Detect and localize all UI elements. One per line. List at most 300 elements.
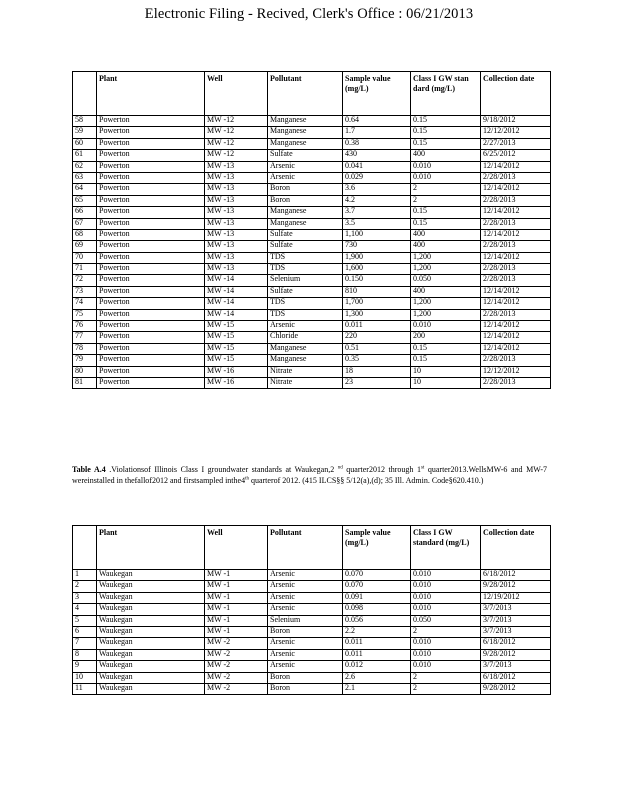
cell-well: MW -14 (205, 275, 268, 286)
cell-row-index: 69 (73, 241, 97, 252)
table-row (73, 161, 551, 172)
table-row (73, 661, 551, 672)
cell-plant: Powerton (97, 298, 205, 309)
cell-plant: Waukegan (97, 649, 205, 660)
caption-text-3: quarter2013.WellsMW-6 and MW-7 wereinstalled in thefallof2012 and firstsampled inthe4 (72, 465, 547, 485)
column-header-well: Well (205, 526, 268, 570)
cell-pollutant: Sulfate (268, 150, 343, 161)
cell-pollutant: TDS (268, 252, 343, 263)
waukegan-violations-table (72, 525, 551, 695)
cell-row-index: 67 (73, 218, 97, 229)
cell-pollutant: Boron (268, 683, 343, 694)
cell-well: MW -1 (205, 592, 268, 603)
cell-sample-value: 3.6 (343, 184, 411, 195)
column-header-collection-date: Collection date (481, 526, 551, 570)
cell-plant: Powerton (97, 321, 205, 332)
cell-standard: 0.15 (411, 138, 481, 149)
table-row (73, 332, 551, 343)
cell-plant: Powerton (97, 172, 205, 183)
cell-row-index: 74 (73, 298, 97, 309)
cell-collection-date: 2/28/2013 (481, 275, 551, 286)
cell-collection-date: 6/25/2012 (481, 150, 551, 161)
table-row (73, 207, 551, 218)
table-row (73, 321, 551, 332)
cell-well: MW -13 (205, 229, 268, 240)
cell-row-index: 4 (73, 604, 97, 615)
table-header-row (73, 72, 551, 116)
cell-pollutant: Manganese (268, 116, 343, 127)
cell-well: MW -13 (205, 207, 268, 218)
column-header-index (73, 526, 97, 570)
caption-text-1: .Violationsof Illinois Class I groundwater standards at Waukegan,2 (105, 465, 338, 474)
table-row (73, 229, 551, 240)
cell-collection-date: 2/28/2013 (481, 241, 551, 252)
cell-sample-value: 0.098 (343, 604, 411, 615)
cell-standard: 0.010 (411, 172, 481, 183)
table-row (73, 683, 551, 694)
cell-collection-date: 9/28/2012 (481, 683, 551, 694)
cell-pollutant: Sulfate (268, 241, 343, 252)
cell-pollutant: Manganese (268, 127, 343, 138)
table-row (73, 366, 551, 377)
cell-plant: Powerton (97, 241, 205, 252)
column-header-pollutant: Pollutant (268, 72, 343, 116)
cell-pollutant: Nitrate (268, 377, 343, 388)
cell-pollutant: Arsenic (268, 592, 343, 603)
table-row (73, 570, 551, 581)
cell-row-index: 1 (73, 570, 97, 581)
cell-collection-date: 2/28/2013 (481, 218, 551, 229)
table-row (73, 172, 551, 183)
cell-pollutant: Arsenic (268, 661, 343, 672)
cell-sample-value: 18 (343, 366, 411, 377)
cell-row-index: 66 (73, 207, 97, 218)
cell-sample-value: 730 (343, 241, 411, 252)
cell-sample-value: 430 (343, 150, 411, 161)
cell-standard: 1,200 (411, 264, 481, 275)
cell-plant: Powerton (97, 116, 205, 127)
cell-collection-date: 12/14/2012 (481, 229, 551, 240)
cell-well: MW -1 (205, 570, 268, 581)
cell-well: MW -16 (205, 366, 268, 377)
cell-sample-value: 1,600 (343, 264, 411, 275)
cell-sample-value: 4.2 (343, 195, 411, 206)
caption-text-4: quarterof 2012. (415 ILCS§§ 5/12(a),(d); 35 Ill. Admin. Code§620.410.) (248, 475, 484, 485)
cell-collection-date: 12/14/2012 (481, 252, 551, 263)
cell-plant: Powerton (97, 309, 205, 320)
cell-plant: Powerton (97, 195, 205, 206)
cell-row-index: 61 (73, 150, 97, 161)
cell-standard: 0.050 (411, 615, 481, 626)
cell-row-index: 79 (73, 355, 97, 366)
cell-sample-value: 0.150 (343, 275, 411, 286)
cell-standard: 0.15 (411, 343, 481, 354)
cell-sample-value: 1,900 (343, 252, 411, 263)
table-header-row (73, 526, 551, 570)
cell-pollutant: Selenium (268, 275, 343, 286)
cell-standard: 0.15 (411, 355, 481, 366)
cell-standard: 0.010 (411, 161, 481, 172)
cell-plant: Powerton (97, 207, 205, 218)
cell-row-index: 81 (73, 377, 97, 388)
cell-sample-value: 3.7 (343, 207, 411, 218)
cell-well: MW -13 (205, 252, 268, 263)
cell-collection-date: 12/14/2012 (481, 343, 551, 354)
cell-collection-date: 2/27/2013 (481, 138, 551, 149)
column-header-plant: Plant (97, 72, 205, 116)
cell-collection-date: 3/7/2013 (481, 626, 551, 637)
column-header-sample-value: Sample value (mg/L) (343, 72, 411, 116)
cell-sample-value: 0.056 (343, 615, 411, 626)
cell-plant: Waukegan (97, 638, 205, 649)
table-row (73, 138, 551, 149)
cell-row-index: 80 (73, 366, 97, 377)
cell-standard: 200 (411, 332, 481, 343)
cell-collection-date: 12/14/2012 (481, 184, 551, 195)
cell-collection-date: 2/28/2013 (481, 264, 551, 275)
column-header-index (73, 72, 97, 116)
cell-well: MW -1 (205, 581, 268, 592)
cell-sample-value: 0.38 (343, 138, 411, 149)
cell-row-index: 75 (73, 309, 97, 320)
cell-standard: 2 (411, 626, 481, 637)
cell-well: MW -12 (205, 150, 268, 161)
table-row (73, 309, 551, 320)
cell-standard: 2 (411, 672, 481, 683)
cell-well: MW -2 (205, 672, 268, 683)
cell-collection-date: 12/12/2012 (481, 127, 551, 138)
table-row (73, 626, 551, 637)
cell-standard: 0.010 (411, 661, 481, 672)
cell-plant: Powerton (97, 229, 205, 240)
cell-standard: 10 (411, 366, 481, 377)
cell-row-index: 62 (73, 161, 97, 172)
cell-well: MW -13 (205, 241, 268, 252)
cell-row-index: 60 (73, 138, 97, 149)
cell-pollutant: Arsenic (268, 570, 343, 581)
cell-collection-date: 3/7/2013 (481, 615, 551, 626)
cell-sample-value: 0.64 (343, 116, 411, 127)
cell-well: MW -1 (205, 604, 268, 615)
cell-standard: 2 (411, 683, 481, 694)
cell-plant: Powerton (97, 286, 205, 297)
caption-text-2: quarter2012 through 1 (342, 465, 421, 474)
cell-collection-date: 12/14/2012 (481, 207, 551, 218)
cell-row-index: 65 (73, 195, 97, 206)
cell-row-index: 71 (73, 264, 97, 275)
cell-row-index: 58 (73, 116, 97, 127)
table-row (73, 218, 551, 229)
cell-well: MW -14 (205, 309, 268, 320)
cell-pollutant: Manganese (268, 343, 343, 354)
cell-row-index: 72 (73, 275, 97, 286)
cell-sample-value: 0.011 (343, 321, 411, 332)
cell-pollutant: Boron (268, 184, 343, 195)
cell-pollutant: Boron (268, 672, 343, 683)
cell-plant: Powerton (97, 127, 205, 138)
cell-plant: Powerton (97, 218, 205, 229)
cell-standard: 400 (411, 150, 481, 161)
cell-standard: 0.15 (411, 127, 481, 138)
cell-sample-value: 2.6 (343, 672, 411, 683)
table-row (73, 241, 551, 252)
cell-collection-date: 2/28/2013 (481, 195, 551, 206)
table-row (73, 252, 551, 263)
cell-collection-date: 2/28/2013 (481, 377, 551, 388)
cell-pollutant: Arsenic (268, 604, 343, 615)
cell-row-index: 2 (73, 581, 97, 592)
table-row (73, 286, 551, 297)
cell-standard: 2 (411, 184, 481, 195)
cell-plant: Powerton (97, 332, 205, 343)
cell-plant: Powerton (97, 150, 205, 161)
cell-row-index: 59 (73, 127, 97, 138)
table-row (73, 592, 551, 603)
cell-row-index: 9 (73, 661, 97, 672)
cell-pollutant: TDS (268, 309, 343, 320)
cell-sample-value: 0.011 (343, 638, 411, 649)
cell-row-index: 5 (73, 615, 97, 626)
table-row (73, 150, 551, 161)
cell-row-index: 7 (73, 638, 97, 649)
cell-plant: Waukegan (97, 683, 205, 694)
cell-well: MW -12 (205, 116, 268, 127)
cell-sample-value: 0.070 (343, 581, 411, 592)
table-caption (72, 465, 547, 487)
cell-sample-value: 2.2 (343, 626, 411, 637)
cell-sample-value: 2.1 (343, 683, 411, 694)
cell-standard: 0.15 (411, 207, 481, 218)
cell-pollutant: Arsenic (268, 638, 343, 649)
cell-plant: Waukegan (97, 592, 205, 603)
cell-plant: Waukegan (97, 570, 205, 581)
cell-pollutant: Nitrate (268, 366, 343, 377)
cell-collection-date: 12/19/2012 (481, 592, 551, 603)
cell-standard: 400 (411, 241, 481, 252)
cell-well: MW -13 (205, 264, 268, 275)
cell-pollutant: Manganese (268, 138, 343, 149)
cell-pollutant: Sulfate (268, 286, 343, 297)
cell-plant: Powerton (97, 264, 205, 275)
cell-well: MW -14 (205, 298, 268, 309)
cell-plant: Waukegan (97, 661, 205, 672)
table-row (73, 116, 551, 127)
table-row (73, 298, 551, 309)
cell-collection-date: 3/7/2013 (481, 661, 551, 672)
cell-standard: 1,200 (411, 298, 481, 309)
cell-pollutant: Arsenic (268, 161, 343, 172)
cell-well: MW -13 (205, 172, 268, 183)
cell-plant: Powerton (97, 355, 205, 366)
cell-pollutant: TDS (268, 298, 343, 309)
cell-standard: 1,200 (411, 309, 481, 320)
table-row (73, 377, 551, 388)
caption-sup-3: th (245, 476, 249, 482)
cell-standard: 10 (411, 377, 481, 388)
cell-row-index: 3 (73, 592, 97, 603)
cell-standard: 0.15 (411, 218, 481, 229)
cell-collection-date: 6/18/2012 (481, 638, 551, 649)
cell-well: MW -15 (205, 332, 268, 343)
cell-well: MW -2 (205, 649, 268, 660)
table-row (73, 672, 551, 683)
cell-collection-date: 12/14/2012 (481, 286, 551, 297)
cell-standard: 0.010 (411, 570, 481, 581)
cell-sample-value: 0.091 (343, 592, 411, 603)
cell-pollutant: TDS (268, 264, 343, 275)
column-header-standard: Class I GW standard (mg/L) (411, 526, 481, 570)
cell-well: MW -2 (205, 661, 268, 672)
cell-standard: 2 (411, 195, 481, 206)
cell-sample-value: 220 (343, 332, 411, 343)
table-row (73, 184, 551, 195)
cell-plant: Powerton (97, 275, 205, 286)
cell-plant: Powerton (97, 377, 205, 388)
cell-well: MW -15 (205, 321, 268, 332)
cell-row-index: 76 (73, 321, 97, 332)
cell-collection-date: 12/14/2012 (481, 298, 551, 309)
cell-plant: Waukegan (97, 626, 205, 637)
cell-sample-value: 810 (343, 286, 411, 297)
table-row (73, 581, 551, 592)
cell-collection-date: 3/7/2013 (481, 604, 551, 615)
cell-standard: 0.010 (411, 638, 481, 649)
table-row (73, 604, 551, 615)
cell-plant: Powerton (97, 161, 205, 172)
cell-row-index: 70 (73, 252, 97, 263)
cell-row-index: 78 (73, 343, 97, 354)
cell-pollutant: Boron (268, 195, 343, 206)
cell-collection-date: 2/28/2013 (481, 309, 551, 320)
cell-well: MW -2 (205, 638, 268, 649)
caption-sup-2: st (420, 465, 425, 471)
column-header-plant: Plant (97, 526, 205, 570)
cell-row-index: 64 (73, 184, 97, 195)
cell-pollutant: Chloride (268, 332, 343, 343)
page-header: Electronic Filing - Recived, Clerk's Office : 06/21/2013 (144, 6, 474, 22)
cell-standard: 0.010 (411, 321, 481, 332)
cell-well: MW -1 (205, 626, 268, 637)
cell-standard: 0.15 (411, 116, 481, 127)
cell-standard: 400 (411, 229, 481, 240)
powerton-violations-table (72, 71, 551, 389)
table-row (73, 275, 551, 286)
cell-well: MW -14 (205, 286, 268, 297)
cell-well: MW -15 (205, 355, 268, 366)
cell-well: MW -16 (205, 377, 268, 388)
cell-standard: 0.010 (411, 592, 481, 603)
cell-standard: 0.010 (411, 604, 481, 615)
cell-row-index: 77 (73, 332, 97, 343)
cell-collection-date: 2/28/2013 (481, 355, 551, 366)
cell-collection-date: 12/14/2012 (481, 321, 551, 332)
cell-sample-value: 0.029 (343, 172, 411, 183)
cell-pollutant: Manganese (268, 207, 343, 218)
cell-well: MW -12 (205, 127, 268, 138)
cell-collection-date: 6/18/2012 (481, 570, 551, 581)
cell-pollutant: Arsenic (268, 581, 343, 592)
cell-collection-date: 12/12/2012 (481, 366, 551, 377)
cell-standard: 1,200 (411, 252, 481, 263)
caption-label: Table A.4 (72, 465, 106, 474)
cell-sample-value: 0.51 (343, 343, 411, 354)
cell-well: MW -13 (205, 184, 268, 195)
cell-sample-value: 1.7 (343, 127, 411, 138)
cell-plant: Waukegan (97, 615, 205, 626)
cell-sample-value: 1,700 (343, 298, 411, 309)
cell-row-index: 11 (73, 683, 97, 694)
cell-plant: Powerton (97, 138, 205, 149)
cell-pollutant: Boron (268, 626, 343, 637)
cell-sample-value: 0.011 (343, 649, 411, 660)
cell-pollutant: Arsenic (268, 172, 343, 183)
cell-well: MW -2 (205, 683, 268, 694)
cell-well: MW -13 (205, 161, 268, 172)
table-row (73, 127, 551, 138)
cell-pollutant: Manganese (268, 355, 343, 366)
cell-well: MW -13 (205, 195, 268, 206)
cell-collection-date: 6/18/2012 (481, 672, 551, 683)
cell-collection-date: 2/28/2013 (481, 172, 551, 183)
cell-collection-date: 12/14/2012 (481, 332, 551, 343)
table-row (73, 195, 551, 206)
cell-row-index: 73 (73, 286, 97, 297)
cell-plant: Powerton (97, 252, 205, 263)
cell-sample-value: 23 (343, 377, 411, 388)
table-row (73, 649, 551, 660)
cell-standard: 400 (411, 286, 481, 297)
cell-sample-value: 0.041 (343, 161, 411, 172)
table-row (73, 638, 551, 649)
cell-plant: Waukegan (97, 672, 205, 683)
caption-sup-1: nd (337, 465, 343, 471)
table-row (73, 355, 551, 366)
column-header-sample-value: Sample value (mg/L) (343, 526, 411, 570)
cell-standard: 0.050 (411, 275, 481, 286)
cell-row-index: 6 (73, 626, 97, 637)
table-row (73, 615, 551, 626)
cell-plant: Waukegan (97, 604, 205, 615)
cell-collection-date: 9/18/2012 (481, 116, 551, 127)
cell-standard: 0.010 (411, 581, 481, 592)
table-row (73, 264, 551, 275)
cell-row-index: 63 (73, 172, 97, 183)
cell-well: MW -1 (205, 615, 268, 626)
cell-sample-value: 3.5 (343, 218, 411, 229)
cell-plant: Powerton (97, 366, 205, 377)
cell-well: MW -13 (205, 218, 268, 229)
cell-well: MW -15 (205, 343, 268, 354)
cell-pollutant: Selenium (268, 615, 343, 626)
column-header-collection-date: Collection date (481, 72, 551, 116)
table-row (73, 343, 551, 354)
cell-row-index: 68 (73, 229, 97, 240)
cell-well: MW -12 (205, 138, 268, 149)
cell-plant: Waukegan (97, 581, 205, 592)
cell-row-index: 10 (73, 672, 97, 683)
cell-collection-date: 9/28/2012 (481, 649, 551, 660)
cell-sample-value: 0.070 (343, 570, 411, 581)
cell-pollutant: Manganese (268, 218, 343, 229)
cell-standard: 0.010 (411, 649, 481, 660)
cell-collection-date: 9/28/2012 (481, 581, 551, 592)
column-header-pollutant: Pollutant (268, 526, 343, 570)
cell-pollutant: Arsenic (268, 649, 343, 660)
cell-sample-value: 0.012 (343, 661, 411, 672)
cell-sample-value: 1,100 (343, 229, 411, 240)
cell-sample-value: 0.35 (343, 355, 411, 366)
cell-pollutant: Sulfate (268, 229, 343, 240)
